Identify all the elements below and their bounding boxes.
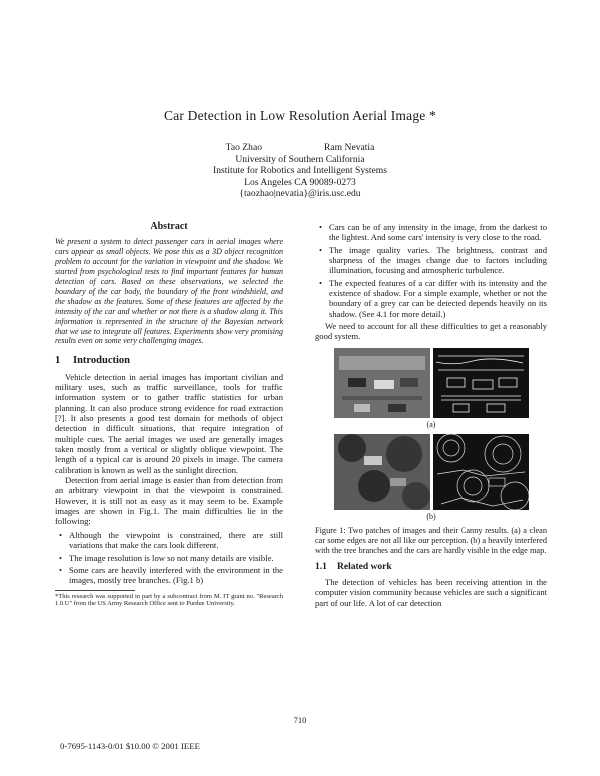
author-name: Ram Nevatia [324, 142, 375, 153]
left-column [55, 222, 283, 608]
section-number: 1 [55, 355, 61, 367]
author-name: Tao Zhao [225, 142, 262, 153]
related-work-paragraph: The detection of vehicles has been receiving attention in the computer vision community because vehicles are such a significant part of our life. A lot of car detection [315, 576, 547, 608]
paper-title: Car Detection in Low Resolution Aerial Image * [163, 108, 436, 123]
intro-paragraph-1: Vehicle detection in aerial images has important civilian and military uses, such as traffic surveillance, tools for traffic information system or to gather traffic statistics for urban planning. It can also produce strong evidence for road extraction [?]. It also presents a good test domain for methods of object detection in difficult situations, that require integration of multiple cues. The aerial images we used are generally images taken mostly from a vertical or slightly oblique viewpoint. The length of a typical car is around 20 pixels in image. The camera calibration is known as well as the sunlight direction. [55, 371, 283, 475]
list-item: • Although the viewpoint is constrained, there are still variations that make the cars look different. [69, 530, 283, 551]
figure-row-b [334, 434, 529, 510]
footnote-rule [55, 590, 135, 591]
subsection-heading-related-work [315, 562, 547, 572]
email-line: {taozhao|nevatia}@iris.usc.edu [239, 188, 361, 199]
abstract-heading: Abstract [150, 221, 188, 232]
section-title: Introduction [73, 355, 130, 367]
list-item: • Cars can be of any intensity in the image, from the darkest to the lightest. And some cars' intensity is very close to the road. [329, 222, 547, 243]
figure-row-a [334, 348, 529, 418]
abstract-text: We present a system to detect passenger cars in aerial images where cars appear as small objects. We pose this as a 3D object recognition problem to account for the variation in viewpoint and the shadow. We started from psychological tests to find important features for human detection of cars. Based on these observations, we selected the boundary of the car body, the boundary of the front windshield, and the shadow as the features. Some of these features are affected by the intensity of the car and whether or not there is a shadow along it. This information is represented in the structure of the Bayesian network that we use to integrate all features. Experiments show very promising results even on some very challenging images. [55, 237, 283, 346]
figure-1 [334, 348, 529, 523]
author-block [0, 142, 600, 200]
affiliation-line: Los Angeles CA 90089-0273 [244, 176, 356, 188]
footnote-text: *This research was supported in part by a subcontract from M. IT grant no. "Research 1.0.U" from the US Army Research Office sent to Purdue University. [55, 592, 283, 608]
aerial-image-patch-b [334, 434, 430, 510]
author-names [0, 142, 600, 154]
list-item: • Some cars are heavily interfered with the environment in the images, mostly tree branches. (Fig.1 b) [69, 565, 283, 586]
edge-map-patch-b [433, 434, 529, 510]
subsection-title: Related work [337, 562, 392, 573]
list-item: • The image quality varies. The brightness, contrast and sharpness of the images change due to factors including illumination, focusing and atmospheric turbulence. [329, 245, 547, 276]
list-item: • The expected features of a car differ with its intensity and the existence of shadow. For a simple example, whether or not the boundary of a grey car can be detected depends heavily on its shadow. (See 4.1 for more detail.) [329, 278, 547, 319]
subsection-number: 1.1 [315, 562, 327, 573]
right-paragraph: We need to account for all these difficulties to get a reasonably good system. [315, 321, 547, 342]
list-item: • The image resolution is low so not many details are visible. [69, 553, 283, 563]
difficulty-list-right [315, 222, 547, 319]
affiliation-line: Institute for Robotics and Intelligent Systems [213, 165, 387, 176]
figure-caption: Figure 1: Two patches of images and their Canny results. (a) a clean car some edges are not all like our perception. (b) a heavily interfered with the tree branches and the cars are hardly visible in the edge map. [315, 526, 547, 556]
figure-label-b: (b) [426, 512, 436, 522]
page-number: 710 [293, 715, 307, 725]
right-column [315, 222, 547, 608]
copyright-footer: 0-7695-1143-0/01 $10.00 © 2001 IEEE [60, 741, 201, 751]
edge-map-patch-a [433, 348, 529, 418]
difficulty-list-left [55, 530, 283, 586]
affiliation-line: University of Southern California [235, 153, 365, 165]
figure-label-a: (a) [426, 419, 436, 429]
aerial-image-patch-a [334, 348, 430, 418]
intro-paragraph-2: Detection from aerial image is easier than from detection from an arbitrary viewpoint in that the viewpoint is constrained. However, it is still not as easy as it may seem to be. Example images are shown in Fig.1. The main difficulties lie in the following: [55, 475, 283, 527]
section-heading-introduction [55, 356, 283, 366]
